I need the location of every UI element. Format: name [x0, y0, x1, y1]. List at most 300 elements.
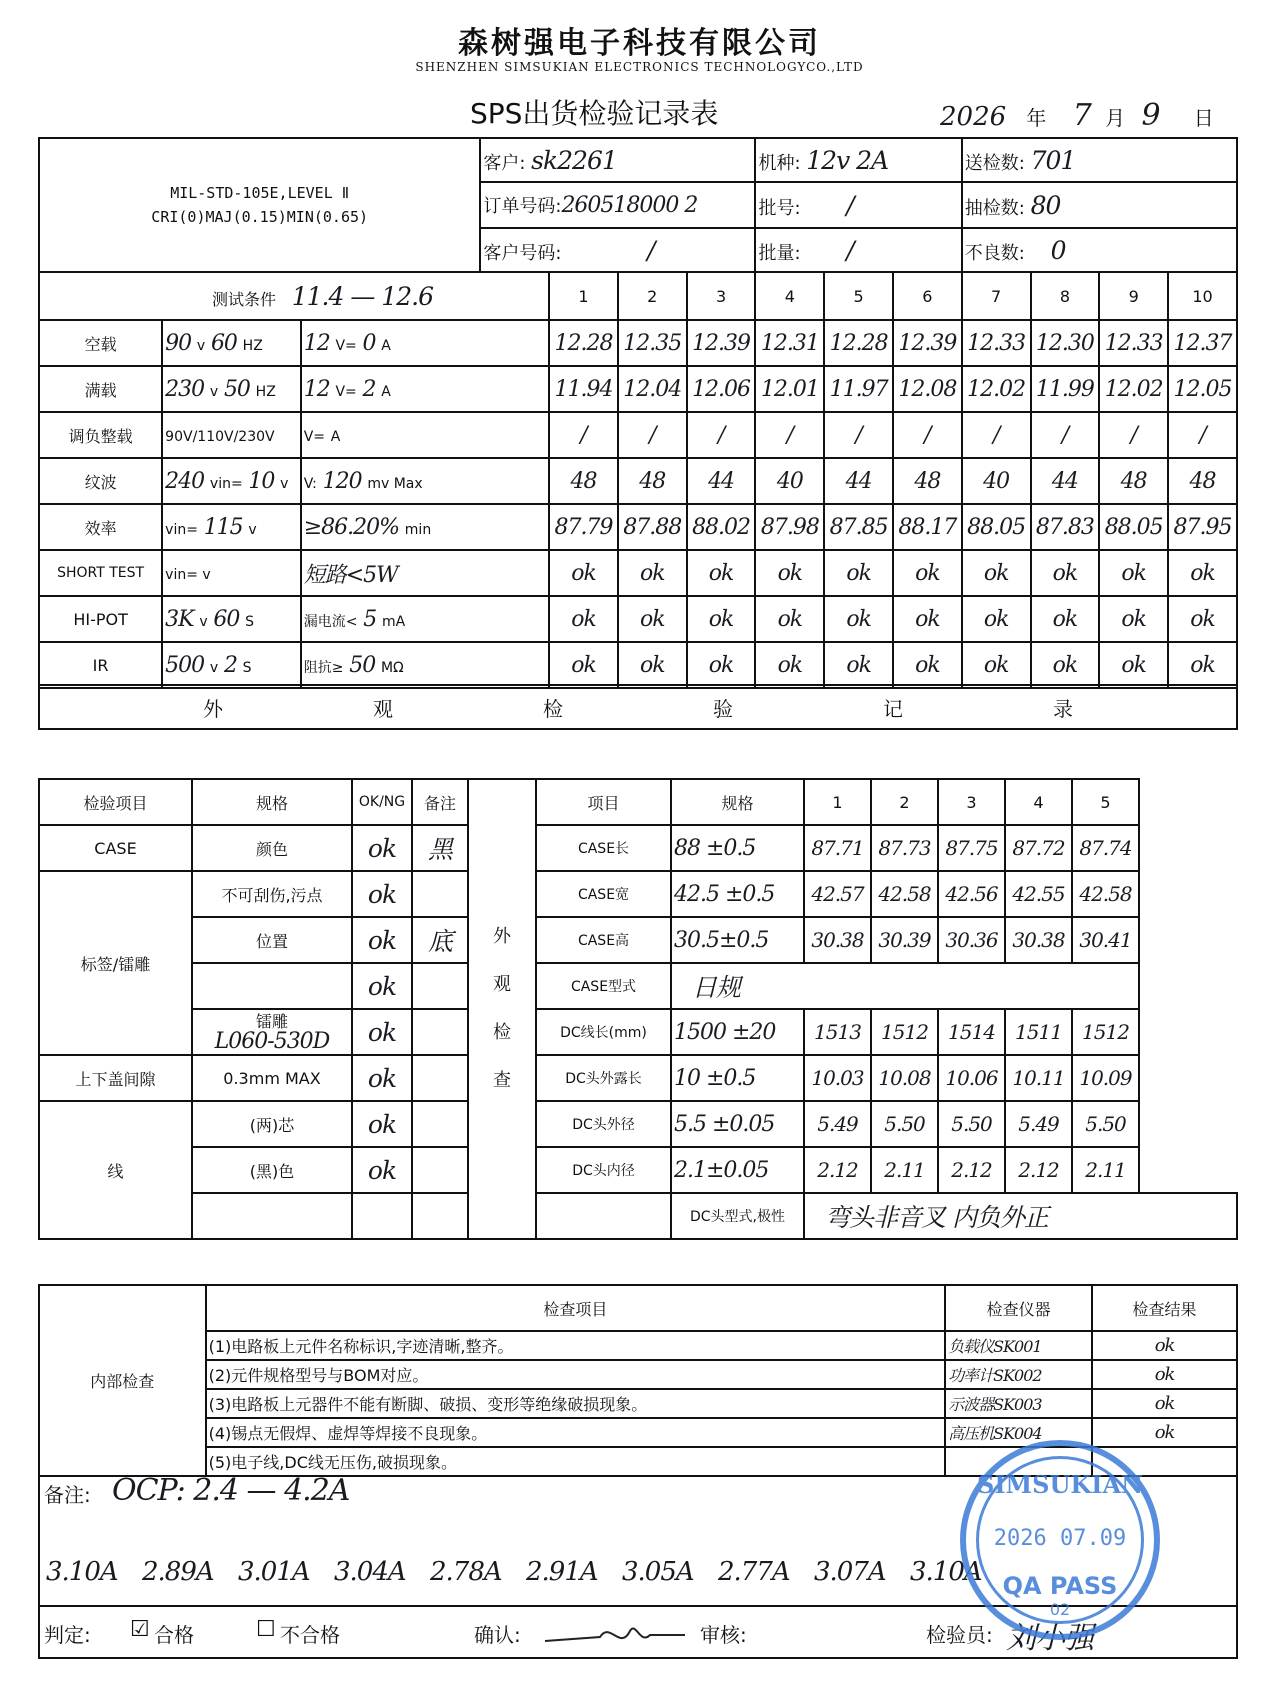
internal-item: (2)元件规格型号与BOM对应。	[206, 1360, 945, 1389]
ocp-value: 3.10A	[910, 1557, 982, 1587]
dimension-item: CASE宽	[536, 871, 671, 917]
test-condition-label: 测试条件	[212, 289, 277, 309]
test-param-p4u: MΩ	[380, 659, 404, 676]
vertical-label-char: 查	[493, 1070, 511, 1091]
vertical-label-char: 外	[493, 926, 511, 947]
test-value: ok	[1099, 642, 1168, 688]
check-item: 线	[39, 1101, 192, 1239]
test-param-p4u: A	[381, 383, 391, 400]
dimension-value: 87.72	[1005, 825, 1072, 871]
test-value: /	[687, 412, 756, 458]
dimension-value: 5.50	[1072, 1101, 1139, 1147]
model-cell	[755, 138, 961, 182]
internal-instrument: 示波器SK003	[945, 1389, 1092, 1418]
internal-check-label: 内部检查	[39, 1285, 206, 1476]
appearance-row	[39, 1101, 1237, 1147]
lot-cell	[755, 228, 961, 272]
test-row	[39, 458, 1237, 504]
dimension-value: 2.11	[871, 1147, 938, 1193]
dimension-spec: 42.5 ±0.5	[671, 871, 804, 917]
test-param-p4: 0	[362, 330, 376, 356]
ocp-values	[46, 1557, 1046, 1587]
dimension-value: 30.41	[1072, 917, 1139, 963]
appearance-left-header: 检验项目	[39, 779, 192, 825]
check-ok: ok	[352, 963, 412, 1009]
model-value: 12v 2A	[806, 145, 889, 175]
internal-header-row	[39, 1285, 1237, 1331]
appearance-title-char: 记	[883, 696, 903, 721]
test-param-p1: 500	[165, 652, 205, 678]
test-param-p2u: HZ	[242, 337, 263, 354]
dimension-spec: 5.5 ±0.05	[671, 1101, 804, 1147]
dimension-value: 1512	[871, 1009, 938, 1055]
sample-value: 80	[1030, 190, 1061, 220]
test-param-p1: vin= v	[165, 566, 211, 583]
appearance-row	[39, 825, 1237, 871]
appearance-row	[39, 963, 1237, 1009]
test-param-1	[162, 596, 301, 642]
date-month-label: 月	[1105, 106, 1126, 130]
internal-row	[39, 1389, 1237, 1418]
internal-header: 检查项目	[206, 1285, 945, 1331]
internal-item: (1)电路板上元件名称标识,字迹清晰,整齐。	[206, 1331, 945, 1360]
test-value: /	[755, 412, 824, 458]
ocp-value: 3.10A	[46, 1557, 118, 1587]
dimension-value: 87.74	[1072, 825, 1139, 871]
dimension-item: CASE长	[536, 825, 671, 871]
dimension-spec: 1500 ±20	[671, 1009, 804, 1055]
test-value: 12.33	[1099, 320, 1168, 366]
check-ok: ok	[352, 1101, 412, 1147]
test-row	[39, 642, 1237, 688]
test-value: ok	[962, 596, 1031, 642]
test-value: 12.28	[824, 320, 893, 366]
appearance-title-char: 检	[543, 696, 563, 721]
empty-cell	[412, 1193, 468, 1239]
judgment-label: 判定:	[44, 1623, 91, 1647]
test-row	[39, 412, 1237, 458]
test-param-2	[301, 366, 549, 412]
test-value: 12.35	[618, 320, 687, 366]
sample-col-header: 7	[962, 272, 1031, 320]
test-param-p1: 90V/110V/230V	[165, 428, 275, 445]
dimension-value: 10.11	[1005, 1055, 1072, 1101]
test-param-1	[162, 458, 301, 504]
test-param-1	[162, 642, 301, 688]
sample-col-header: 6	[893, 272, 962, 320]
appearance-row	[39, 1055, 1237, 1101]
appearance-title-char: 外	[203, 696, 223, 721]
test-param-p3: ≥86.20%	[303, 514, 400, 540]
check-item: CASE	[39, 825, 192, 871]
appearance-title	[39, 685, 1237, 729]
test-param-p3: 阻抗≥	[303, 659, 344, 676]
dimension-value: 10.03	[804, 1055, 871, 1101]
test-value: 48	[618, 458, 687, 504]
internal-header: 检查仪器	[945, 1285, 1092, 1331]
check-note	[412, 1101, 468, 1147]
test-row	[39, 550, 1237, 596]
test-value: 12.31	[755, 320, 824, 366]
custno-label: 客户号码:	[483, 242, 562, 264]
check-note	[412, 1147, 468, 1193]
test-param-1	[162, 504, 301, 550]
appearance-right-header: 5	[1072, 779, 1139, 825]
test-param-2	[301, 504, 549, 550]
test-param-2	[301, 642, 549, 688]
test-param-p2: 60	[210, 330, 237, 356]
test-value: 12.04	[618, 366, 687, 412]
dimension-value: 1514	[938, 1009, 1005, 1055]
pass-checkbox[interactable]: ☑	[130, 1617, 150, 1642]
appearance-right-header: 3	[938, 779, 1005, 825]
dimension-spec: 88 ±0.5	[671, 825, 804, 871]
test-param-p4: 50	[349, 652, 376, 678]
dimension-value: 2.12	[938, 1147, 1005, 1193]
internal-row	[39, 1360, 1237, 1389]
defect-value: 0	[1050, 235, 1066, 265]
batch-label: 批号:	[758, 197, 801, 219]
test-param-1	[162, 366, 301, 412]
check-note: 黑	[412, 825, 468, 871]
test-param-p2u: HZ	[255, 383, 276, 400]
test-param-p2u: v	[280, 475, 289, 492]
appearance-title-char: 录	[1053, 696, 1073, 721]
dimension-item: DC头内径	[536, 1147, 671, 1193]
ocp-value: 2.78A	[430, 1557, 502, 1587]
order-cell	[480, 182, 755, 228]
test-value: ok	[893, 550, 962, 596]
test-value: 87.83	[1031, 504, 1100, 550]
dimension-value: 2.11	[1072, 1147, 1139, 1193]
dimension-value: 5.49	[1005, 1101, 1072, 1147]
appearance-left-header: OK/NG	[352, 779, 412, 825]
test-row-name: HI-POT	[39, 596, 162, 642]
date-day: 9	[1141, 98, 1161, 133]
check-spec	[192, 1055, 352, 1101]
stamp-brand: SIMSUKIAN	[976, 1470, 1144, 1499]
test-param-p4: 120	[322, 468, 362, 494]
test-param-p1u: v	[209, 659, 219, 676]
test-param-p1u: vin=	[209, 475, 243, 492]
appearance-row	[39, 917, 1237, 963]
appearance-right-header: 2	[871, 779, 938, 825]
test-row-name: 满载	[39, 366, 162, 412]
company-name-cn: 森树强电子科技有限公司	[458, 26, 821, 61]
test-value: 88.05	[1099, 504, 1168, 550]
check-note	[412, 871, 468, 917]
date-day-label: 日	[1193, 106, 1214, 130]
appearance-left-header: 规格	[192, 779, 352, 825]
internal-result: ok	[1092, 1389, 1237, 1418]
customer-value: sk2261	[531, 145, 617, 175]
test-value: ok	[549, 550, 618, 596]
test-value: 12.39	[687, 320, 756, 366]
test-value: 44	[824, 458, 893, 504]
model-label: 机种:	[758, 152, 801, 174]
check-note	[412, 1055, 468, 1101]
remarks-ocp: OCP: 2.4 — 4.2A	[112, 1473, 350, 1508]
test-value: 12.02	[962, 366, 1031, 412]
check-spec-text: (两)芯	[249, 1115, 295, 1135]
empty-cell	[352, 1193, 412, 1239]
empty-cell	[536, 1193, 671, 1239]
dimension-value: 30.38	[1005, 917, 1072, 963]
test-value: ok	[1031, 550, 1100, 596]
internal-header: 检查结果	[1092, 1285, 1237, 1331]
check-ok: ok	[352, 825, 412, 871]
test-value: 40	[962, 458, 1031, 504]
test-param-p3u: V=	[335, 337, 357, 354]
test-value: 87.98	[755, 504, 824, 550]
internal-instrument: 高压机SK004	[945, 1418, 1092, 1447]
test-param-p2: 2	[223, 652, 237, 678]
fail-checkbox[interactable]: ☐	[256, 1617, 276, 1642]
batch-cell	[755, 182, 961, 228]
sample-col-header: 5	[824, 272, 893, 320]
dimension-value: 42.57	[804, 871, 871, 917]
stamp-date: 2026 07.09	[993, 1526, 1127, 1551]
check-note: 底	[412, 917, 468, 963]
test-value: ok	[618, 550, 687, 596]
test-value: ok	[962, 642, 1031, 688]
test-param-p1: 90	[165, 330, 192, 356]
dimension-value: 1512	[1072, 1009, 1139, 1055]
dimension-item: DC头型式,极性	[671, 1193, 804, 1239]
test-param-2	[301, 458, 549, 504]
test-param-2	[301, 596, 549, 642]
test-value: ok	[1031, 596, 1100, 642]
test-value: ok	[549, 642, 618, 688]
test-param-p3: 12	[303, 330, 330, 356]
dimension-item: CASE型式	[536, 963, 671, 1009]
test-condition-cell	[39, 272, 549, 320]
test-value: ok	[755, 550, 824, 596]
sample-col-header: 3	[687, 272, 756, 320]
sent-value: 701	[1030, 145, 1076, 175]
sample-cell	[962, 182, 1237, 228]
test-value: /	[893, 412, 962, 458]
check-spec	[192, 1147, 352, 1193]
test-param-p2: 115	[203, 514, 243, 540]
company-name-en: SHENZHEN SIMSUKIAN ELECTRONICS TECHNOLOGYCO.,LTD	[415, 60, 864, 74]
order-value: 260518000 2	[561, 193, 698, 218]
appearance-title-char: 观	[373, 696, 393, 721]
internal-item: (5)电子线,DC线无压伤,破损现象。	[206, 1447, 945, 1476]
sample-col-header: 10	[1168, 272, 1237, 320]
test-value: ok	[1168, 642, 1237, 688]
dimension-value: 30.36	[938, 917, 1005, 963]
check-ok: ok	[352, 1009, 412, 1055]
dimension-value: 87.71	[804, 825, 871, 871]
test-value: 48	[1099, 458, 1168, 504]
check-spec-text: 位置	[255, 931, 288, 951]
test-value: ok	[1168, 596, 1237, 642]
test-param-p3u: V=	[335, 383, 357, 400]
test-value: 11.94	[549, 366, 618, 412]
defect-label: 不良数:	[964, 242, 1025, 264]
test-row-name: 效率	[39, 504, 162, 550]
review-label: 审核:	[700, 1623, 747, 1647]
test-value: 11.99	[1031, 366, 1100, 412]
internal-row	[39, 1331, 1237, 1360]
empty-cell	[192, 1193, 352, 1239]
test-param-p2: 50	[223, 376, 250, 402]
test-param-p2: 10	[248, 468, 275, 494]
sample-col-header: 8	[1031, 272, 1100, 320]
test-value: 12.02	[1099, 366, 1168, 412]
check-spec-text: 不可刮伤,污点	[221, 885, 323, 905]
ocp-value: 2.77A	[718, 1557, 790, 1587]
dimension-value: 42.58	[871, 871, 938, 917]
test-row-name: IR	[39, 642, 162, 688]
check-ok: ok	[352, 917, 412, 963]
test-value: ok	[1099, 550, 1168, 596]
date-month: 7	[1072, 98, 1092, 133]
check-ok: ok	[352, 871, 412, 917]
sent-label: 送检数:	[964, 152, 1025, 174]
check-ok: ok	[352, 1055, 412, 1101]
test-value: 12.05	[1168, 366, 1237, 412]
appearance-right-header: 项目	[536, 779, 671, 825]
test-param-2	[301, 412, 549, 458]
dimension-value: 5.49	[804, 1101, 871, 1147]
defect-cell	[962, 228, 1237, 272]
test-value: 87.85	[824, 504, 893, 550]
test-value: /	[1031, 412, 1100, 458]
custno-value: /	[647, 235, 655, 265]
test-param-p3u: V=	[303, 428, 326, 445]
appearance-title-char: 验	[713, 696, 733, 721]
standard-line1: MIL-STD-105E,LEVEL Ⅱ	[170, 184, 350, 202]
appearance-left-header: 备注	[412, 779, 468, 825]
test-value: 88.02	[687, 504, 756, 550]
test-row-name: 空载	[39, 320, 162, 366]
check-spec-handwritten: L060-530D	[214, 1029, 330, 1054]
internal-result: ok	[1092, 1360, 1237, 1389]
dimension-value: 42.58	[1072, 871, 1139, 917]
test-value: ok	[1031, 642, 1100, 688]
test-param-p1: 3K	[165, 606, 194, 632]
test-value: 88.17	[893, 504, 962, 550]
test-param-p4u: A	[381, 337, 391, 354]
test-param-1	[162, 550, 301, 596]
standard-cell	[39, 138, 480, 272]
sample-col-header: 4	[755, 272, 824, 320]
test-value: 12.39	[893, 320, 962, 366]
test-value: /	[549, 412, 618, 458]
test-value: 12.28	[549, 320, 618, 366]
test-param-p4u: mv Max	[367, 475, 423, 492]
ocp-value: 2.91A	[526, 1557, 598, 1587]
check-spec	[192, 963, 352, 1009]
batch-value: /	[846, 190, 854, 220]
test-row	[39, 320, 1237, 366]
confirm-label: 确认:	[474, 1623, 521, 1647]
dimension-value: 87.73	[871, 825, 938, 871]
sample-label: 抽检数:	[964, 197, 1025, 219]
test-value: ok	[1168, 550, 1237, 596]
appearance-row	[39, 1193, 1237, 1239]
dimension-value: 5.50	[871, 1101, 938, 1147]
internal-instrument: 功率计SK002	[945, 1360, 1092, 1389]
check-spec-text: 镭雕	[255, 1012, 288, 1031]
sent-cell	[962, 138, 1237, 182]
inspector-value: 刘小强	[1006, 1621, 1093, 1656]
dimension-value: 42.56	[938, 871, 1005, 917]
test-value: 48	[893, 458, 962, 504]
ocp-value: 3.01A	[238, 1557, 310, 1587]
test-value: 87.95	[1168, 504, 1237, 550]
dimension-item: DC头外露长	[536, 1055, 671, 1101]
check-spec	[192, 1009, 352, 1055]
test-value: 11.97	[824, 366, 893, 412]
check-spec	[192, 825, 352, 871]
stamp-pass: QA PASS	[1002, 1572, 1118, 1600]
test-value: 40	[755, 458, 824, 504]
dimension-spec: 10 ±0.5	[671, 1055, 804, 1101]
internal-item: (3)电路板上元器件不能有断脚、破损、变形等绝缘破损现象。	[206, 1389, 945, 1418]
dimension-spec: 2.1±0.05	[671, 1147, 804, 1193]
dimension-value: 2.12	[804, 1147, 871, 1193]
appearance-right-header: 4	[1005, 779, 1072, 825]
test-param-p2u: S	[242, 659, 252, 676]
test-value: ok	[824, 642, 893, 688]
test-param-p3: 漏电流<	[303, 613, 358, 630]
dimension-value: 10.06	[938, 1055, 1005, 1101]
dimension-spec: 弯头非音叉 内负外正	[804, 1193, 1237, 1239]
check-note	[412, 963, 468, 1009]
test-value: ok	[618, 642, 687, 688]
test-param-p2: 60	[213, 606, 240, 632]
test-value: ok	[824, 550, 893, 596]
dimension-value: 10.09	[1072, 1055, 1139, 1101]
vertical-label-char: 观	[493, 974, 511, 995]
test-param-p1u: v	[209, 383, 219, 400]
test-value: /	[1099, 412, 1168, 458]
lot-value: /	[846, 235, 854, 265]
check-note	[412, 1009, 468, 1055]
test-param-p3: V:	[303, 475, 317, 492]
appearance-right-header: 1	[804, 779, 871, 825]
test-param-p1u: v	[199, 613, 208, 630]
remarks-label: 备注:	[44, 1483, 91, 1507]
test-table	[38, 137, 1238, 689]
test-value: 12.33	[962, 320, 1031, 366]
appearance-row	[39, 1147, 1237, 1193]
test-row-name: SHORT TEST	[39, 550, 162, 596]
order-label: 订单号码:	[483, 196, 562, 217]
dimension-value: 2.12	[1005, 1147, 1072, 1193]
stamp-code: 02	[1049, 1600, 1071, 1619]
customer-cell	[480, 138, 755, 182]
test-value: 88.05	[962, 504, 1031, 550]
test-value: ok	[962, 550, 1031, 596]
test-param-p3u: min	[404, 521, 432, 538]
form-title: SPS出货检验记录表	[470, 97, 719, 130]
test-param-p1: 230	[165, 376, 205, 402]
test-row	[39, 366, 1237, 412]
test-param-p4u: A	[330, 428, 341, 445]
sample-col-header: 2	[618, 272, 687, 320]
test-value: /	[618, 412, 687, 458]
test-value: ok	[755, 596, 824, 642]
test-value: ok	[687, 642, 756, 688]
test-value: 44	[1031, 458, 1100, 504]
ocp-value: 2.89A	[142, 1557, 214, 1587]
dimension-value: 42.55	[1005, 871, 1072, 917]
check-item: 标签/镭雕	[39, 871, 192, 1055]
